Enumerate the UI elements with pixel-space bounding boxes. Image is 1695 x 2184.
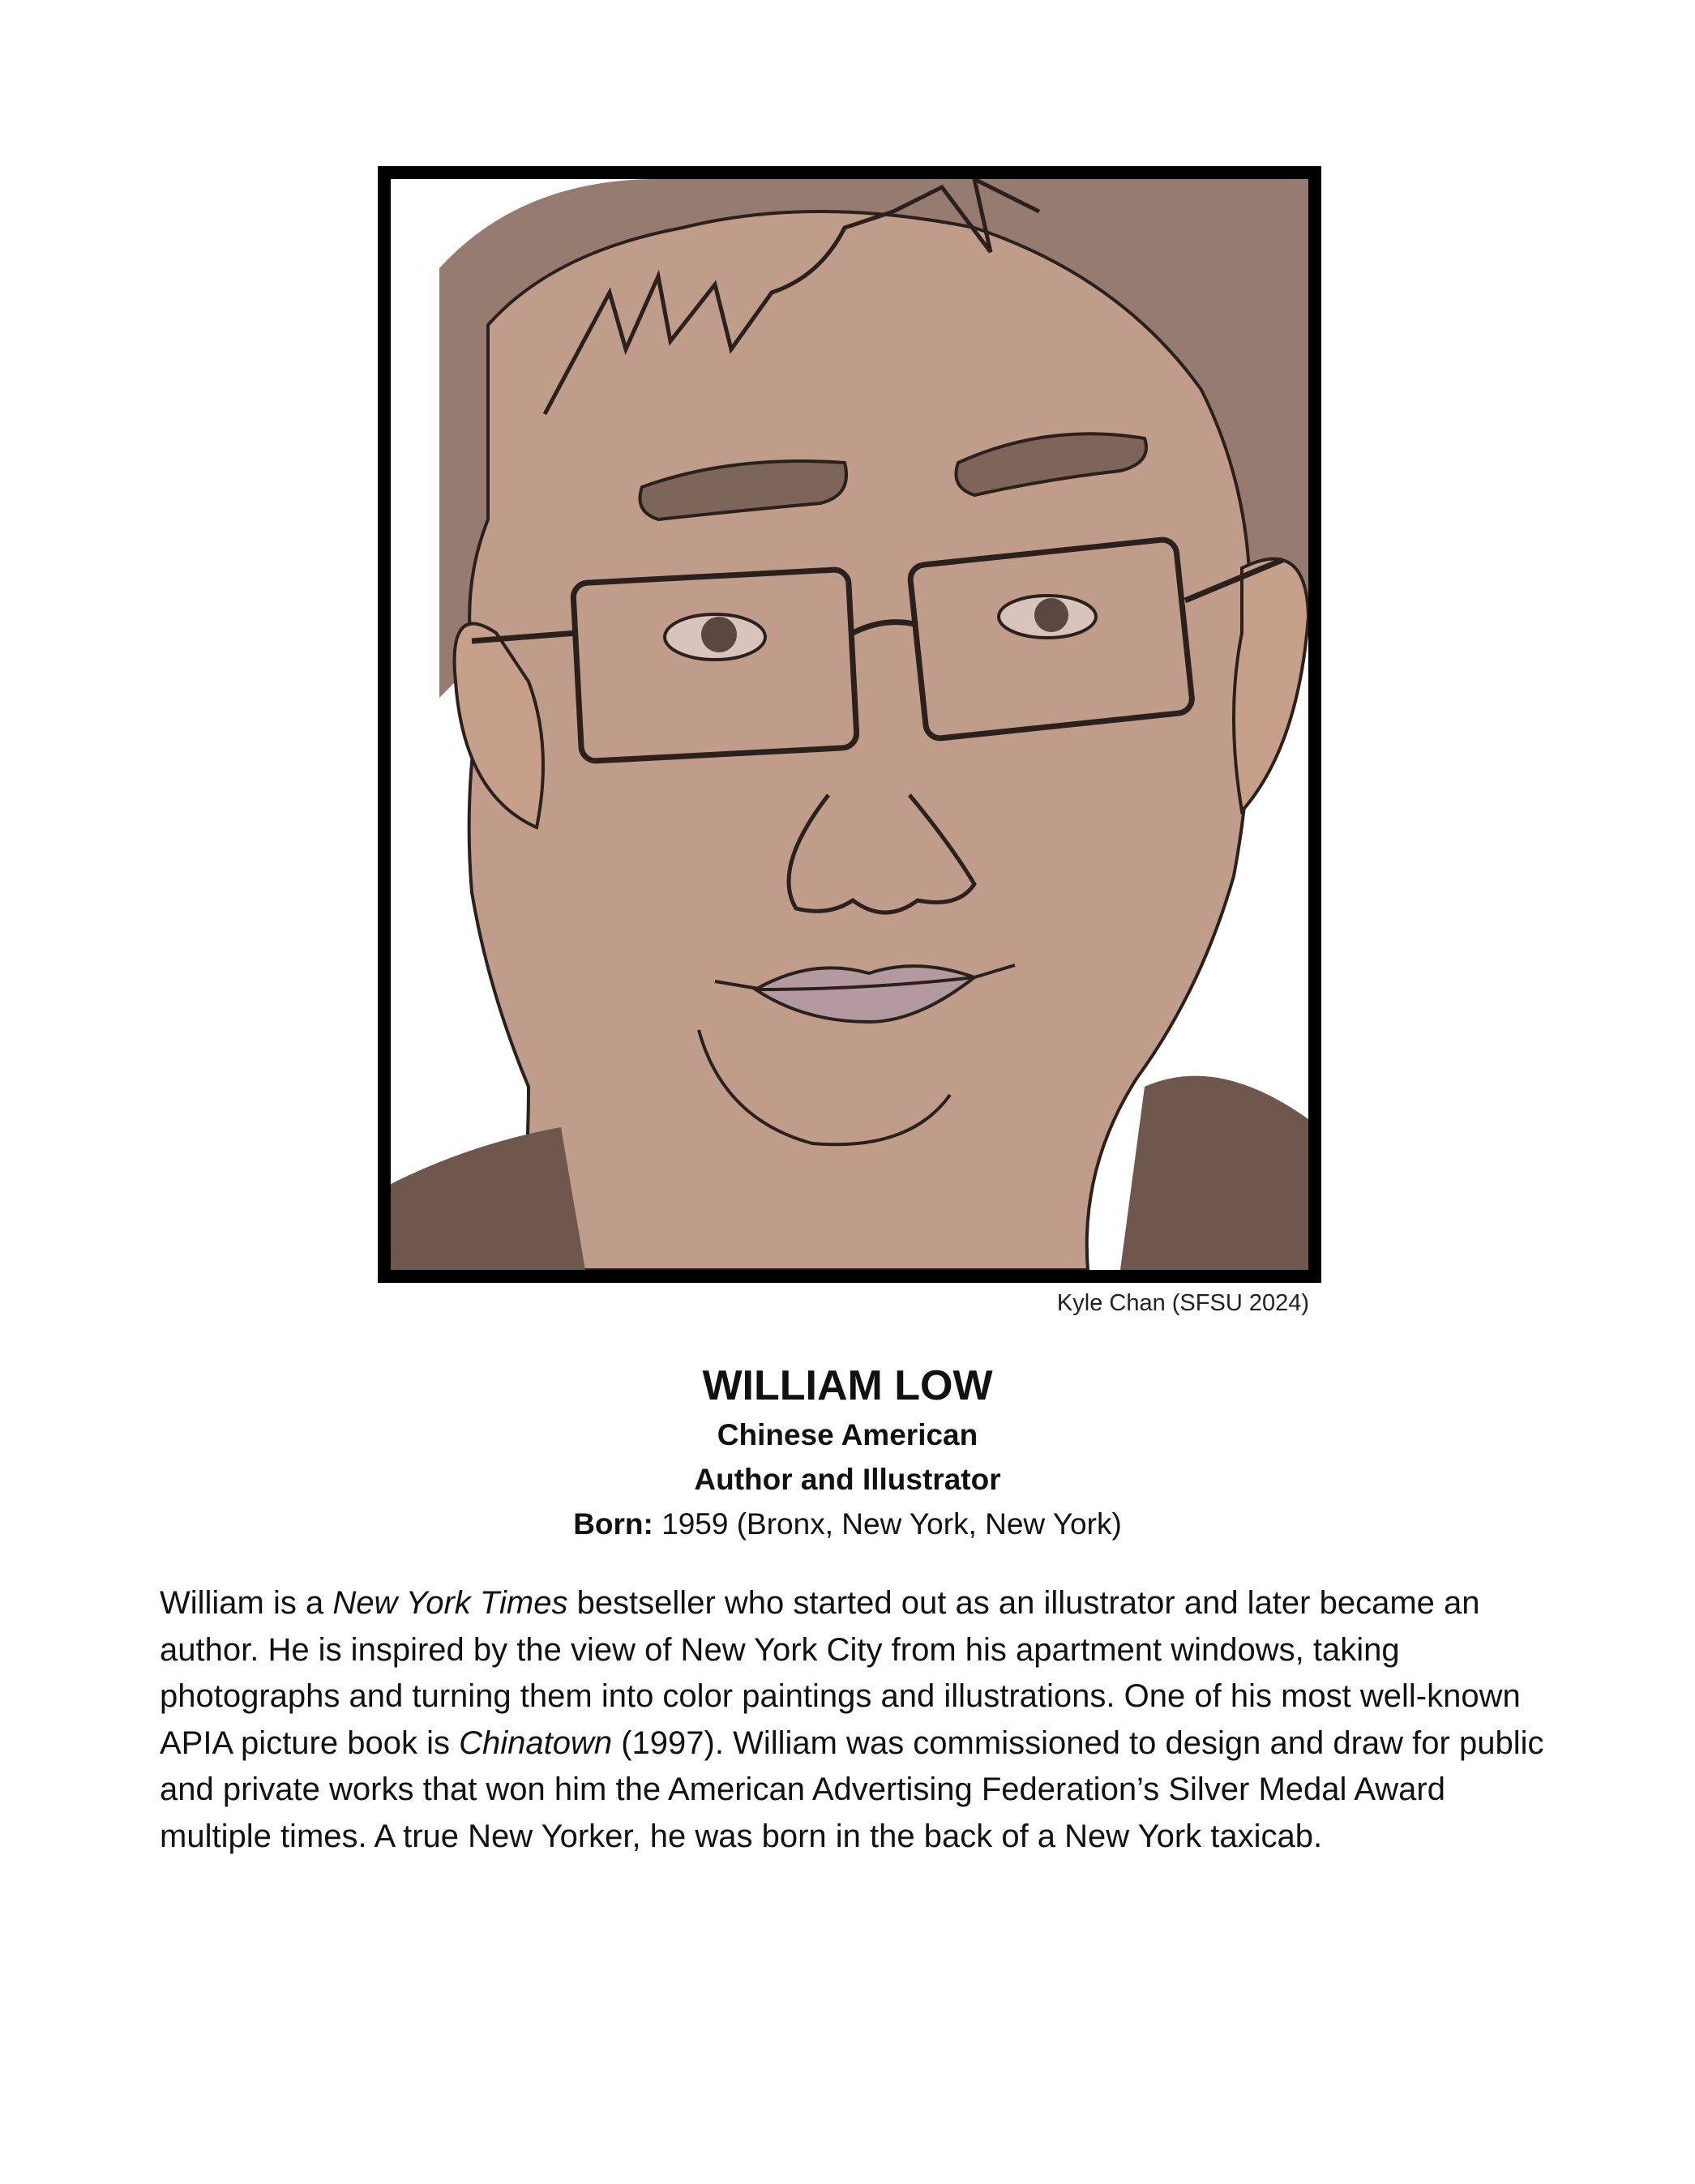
birth-info	[0, 1507, 1695, 1541]
bio-text-2: bestseller who started out as an illustrator and later became an author. He is inspired by the view of New York City from his apartment windows, taking photographs and turning them into color paintings and illustrations. One of his most well-known APIA picture book is	[160, 1585, 1521, 1761]
bio-italic-2: Chinatown	[459, 1725, 613, 1761]
pupil-right	[1034, 598, 1068, 632]
shirt-right	[1120, 1076, 1308, 1270]
occupation: Author and Illustrator	[694, 1463, 1001, 1496]
person-name: WILLIAM LOW	[702, 1362, 993, 1409]
portrait-drawing	[391, 179, 1308, 1270]
illustration-credit: Kyle Chan (SFSU 2024)	[1056, 1290, 1309, 1316]
bio-text-1: William is a	[160, 1585, 333, 1621]
heritage: Chinese American	[717, 1418, 978, 1451]
biography	[160, 1580, 1554, 1860]
pupil-left	[701, 617, 737, 652]
portrait-frame	[378, 166, 1321, 1283]
born-value: 1959 (Bronx, New York, New York)	[653, 1507, 1122, 1541]
born-label: Born:	[573, 1507, 653, 1541]
bio-italic-1: New York Times	[332, 1585, 568, 1621]
bio-text-3: (1997). William was commissioned to design and draw for public and private works that won him the American Advertising Federation’s Silver Medal Award multiple times. A true New Yorker, he was born in the back of a New York taxicab.	[160, 1725, 1544, 1854]
